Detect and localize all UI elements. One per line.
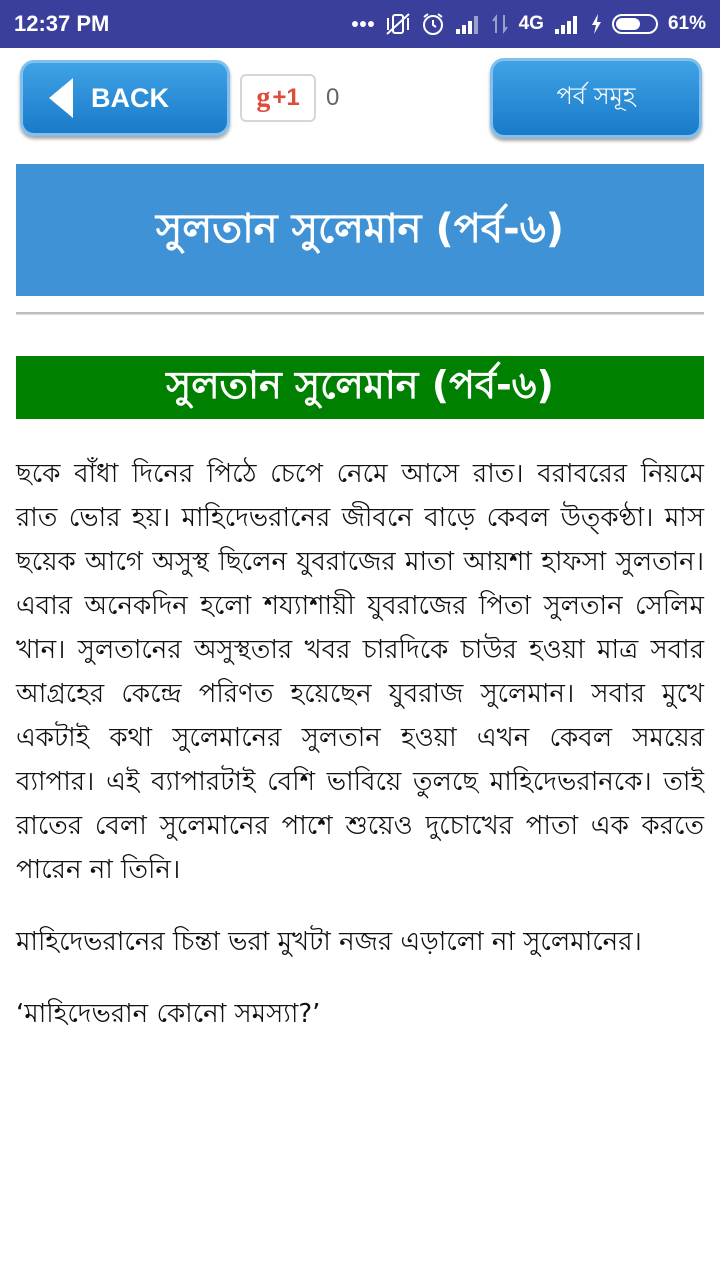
charging-icon (590, 13, 602, 35)
more-dots-icon (351, 20, 375, 28)
status-time: 12:37 PM (14, 11, 110, 36)
back-arrow-icon (49, 78, 73, 118)
plus-one-label: +1 (272, 84, 300, 111)
status-bar (0, 0, 720, 48)
article-body (16, 452, 704, 1064)
battery-percent: 61% (667, 13, 706, 34)
toolbar (0, 48, 720, 148)
back-button[interactable] (20, 60, 230, 136)
plus-one-count: 0 (326, 84, 340, 111)
back-button-label: BACK (91, 82, 169, 113)
article-paragraph: মাহিদেভরানের চিন্তা ভরা মুখটা নজর এড়ালো না সুলেমানের। (16, 927, 642, 957)
signal-icon (554, 13, 580, 35)
article-paragraph: ছকে বাঁধা দিনের পিঠে চেপে নেমে আসে রাত। বরাবরের নিয়মে রাত ভোর হয়। মাহিদেভরানের জীবনে বাড়ে কেবল উত্কণ্ঠা। মাস ছয়েক আগে অসুস্থ ছিলেন যুবরাজের মাতা আয়শা হাফসা সুলতান। এবার অনেকদিন হলো শয্যাশায়ী যুবরাজের পিতা সুলতান সেলিম খান। সুলতানের অসুস্থতার খবর চারদিকে চাউর হওয়া মাত্র সবার আগ্রহের কেন্দ্রে পরিণত হয়েছেন যুবরাজ সুলেমান। সবার মুখে একটাই কথা সুলেমানের সুলতান হওয়া এখন কেবল সময়ের ব্যাপার। এই ব্যাপারটাই বেশি ভাবিয়ে তুলছে মাহিদেভরানকে। তাই রাতের বেলা সুলেমানের পাশে শুয়েও দুচোখের পাতা এক করতে পারেন না তিনি। (16, 459, 704, 885)
alarm-icon (421, 12, 445, 36)
network-type: 4G (518, 13, 544, 34)
divider (16, 312, 704, 314)
status-icons (351, 12, 706, 36)
article-paragraph: ‘মাহিদেভরান কোনো সমস্যা?’ (16, 999, 321, 1029)
data-arrows-icon (491, 13, 509, 35)
signal-icon (455, 13, 481, 35)
page-title: সুলতান সুলেমান (পর্ব-৬) (16, 164, 704, 296)
episodes-button[interactable]: পর্ব সমূহ (490, 58, 702, 138)
article-title: সুলতান সুলেমান (পর্ব-৬) (16, 356, 704, 419)
vibrate-mute-icon (385, 12, 411, 36)
google-plus-one-button[interactable] (240, 74, 316, 122)
battery-icon (612, 14, 658, 34)
google-plus-icon: g (256, 82, 271, 113)
